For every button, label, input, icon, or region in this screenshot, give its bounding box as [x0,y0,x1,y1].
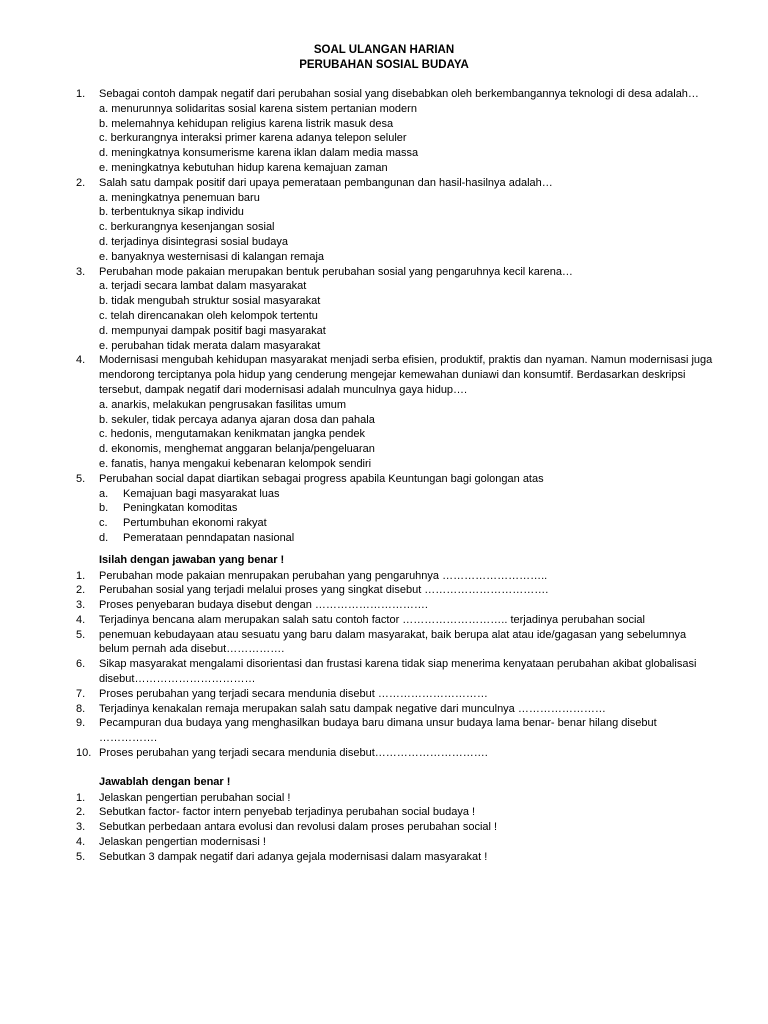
answer-option: a. menurunnya solidaritas sosial karena sistem pertanian modern [99,102,417,115]
question-number: 3. [76,265,86,278]
item-text: Terjadinya kenakalan remaja merupakan salah satu dampak negative dari munculnya …………………… [99,702,606,715]
question-number: 2. [76,176,86,189]
question-number: 1. [76,88,86,100]
answer-option: b. tidak mengubah struktur sosial masyarakat [99,295,321,308]
item-text: Sebutkan 3 dampak negatif dari adanya gejala modernisasi dalam masyarakat ! [99,850,488,863]
item-number: 7. [76,687,86,700]
essay-item [76,835,716,850]
option-text: Kemajuan bagi masyarakat luas [123,487,280,500]
option-text: Pemerataan penndapatan nasional [123,531,295,544]
item-text: Perubahan mode pakaian menrupakan perubahan yang pengaruhnya ……………………….. [99,569,548,582]
option-letter: c. [99,517,108,530]
item-text: Perubahan sosial yang terjadi melalui proses yang singkat disebut ……………………………. [99,584,549,597]
option-letter: a. [99,487,109,500]
question-number: 4. [76,354,86,367]
answer-option: d. ekonomis, menghemat anggaran belanja/pengeluaran [99,443,375,456]
option-letter: d. [99,531,109,544]
fill-in-item [76,613,716,628]
option-text: Peningkatan komoditas [123,502,238,515]
item-number: 4. [76,836,86,849]
fill-in-item [76,569,716,584]
answer-option: a. meningkatnya penemuan baru [99,191,260,204]
item-number: 1. [76,791,86,804]
fill-in-item [76,583,716,598]
answer-option: a. anarkis, melakukan pengrusakan fasilitas umum [99,398,347,411]
item-text: Pecampuran dua budaya yang menghasilkan budaya baru dimana unsur budaya lama benar- benar hilang disebut ……………. [99,717,657,745]
item-number: 1. [76,569,86,582]
item-number: 6. [76,658,86,671]
item-text: Proses perubahan yang terjadi secara mendunia disebut ………………………… [99,687,488,700]
essay-item [76,805,716,820]
answer-option: e. perubahan tidak merata dalam masyarakat [99,339,321,352]
item-number: 10. [76,747,92,760]
answer-option: d. terjadinya disintegrasi sosial budaya [99,235,288,248]
option-letter: b. [99,502,109,515]
answer-option: c. telah direncanakan oleh kelompok tertentu [99,309,318,322]
question-text: Modernisasi mengubah kehidupan masyarakat menjadi serba efisien, produktif, praktis dan nyaman. Namun modernisasi juga mendorong terciptanya pola hidup yang cenderung mengejar kemewahan duniawi dan konsumtif. Berdasarkan deskripsi tersebut, dampak negatif dari modernisasi adalah munculnya gaya hidup…. [99,354,713,396]
document-subtitle: PERUBAHAN SOSIAL BUDAYA [299,59,469,71]
answer-option [76,501,716,516]
question-item [76,176,716,191]
answer-option [76,516,716,531]
document-title: SOAL ULANGAN HARIAN [313,44,455,56]
item-number: 3. [76,821,86,834]
answer-option: d. mempunyai dampak positif bagi masyarakat [99,324,326,337]
answer-option: b. sekuler, tidak percaya adanya ajaran dosa dan pahala [99,413,375,426]
question-text: Sebagai contoh dampak negatif dari perubahan sosial yang disebabkan oleh berkembangannya teknologi di desa adalah… [99,88,699,100]
item-number: 5. [76,628,86,641]
answer-option: e. fanatis, hanya mengakui kebenaran kelompok sendiri [99,457,372,470]
item-text: Sebutkan factor- factor intern penyebab terjadinya perubahan social budaya ! [99,806,476,819]
essay-item [76,791,716,806]
essay-item [76,850,716,865]
item-text: Proses perubahan yang terjadi secara mendunia disebut…………………………. [99,747,488,760]
answer-option: b. melemahnya kehidupan religius karena listrik masuk desa [99,117,394,130]
item-text: Sikap masyarakat mengalami disorientasi dan frustasi karena tidak siap menerima kenyataan perubahan akibat globalisasi disebut…………………………… [99,658,697,686]
option-text: Pertumbuhan ekonomi rakyat [123,517,267,530]
multiple-choice-section [76,87,716,865]
question-number: 5. [76,472,86,485]
item-text: Terjadinya bencana alam merupakan salah satu contoh factor ……………………….. terjadinya perubahan social [99,613,645,626]
item-number: 2. [76,584,86,597]
question-item [76,265,716,280]
answer-option [76,531,716,546]
answer-option: b. terbentuknya sikap individu [99,206,244,219]
answer-option: a. terjadi secara lambat dalam masyarakat [99,280,307,293]
item-number: 8. [76,702,86,715]
question-item [76,87,716,102]
fill-in-item [76,687,716,702]
item-text: Jelaskan pengertian modernisasi ! [99,836,266,849]
fill-in-item [76,657,716,687]
question-text: Salah satu dampak positif dari upaya pemerataan pembangunan dan hasil-hasilnya adalah… [99,176,553,189]
answer-option: c. hedonis, mengutamakan kenikmatan jangka pendek [99,428,366,441]
question-item [76,353,716,397]
question-text: Perubahan mode pakaian merupakan bentuk perubahan sosial yang pengaruhnya kecil karena… [99,265,573,278]
answer-option: c. berkurangnya kesenjangan sosial [99,221,275,234]
fill-in-item [76,702,716,717]
item-number: 5. [76,850,86,863]
question-item [76,472,716,487]
answer-option: e. banyaknya westernisasi di kalangan remaja [99,250,325,263]
fill-in-item [76,746,716,761]
answer-option: e. meningkatnya kebutuhan hidup karena kemajuan zaman [99,161,388,174]
essay-heading: Jawablah dengan benar ! [99,775,231,788]
item-number: 4. [76,613,86,626]
fill-in-item [76,598,716,613]
item-text: Jelaskan pengertian perubahan social ! [99,791,291,804]
fill-in-item [76,716,716,746]
fill-in-item [76,628,716,658]
essay-item [76,820,716,835]
answer-option: c. berkurangnya interaksi primer karena adanya telepon seluler [99,132,407,145]
item-number: 3. [76,599,86,612]
item-text: Proses penyebaran budaya disebut dengan …………………………. [99,599,428,612]
item-text: Sebutkan perbedaan antara evolusi dan revolusi dalam proses perubahan social ! [99,821,498,834]
item-number: 2. [76,806,86,819]
fill-in-heading: Isilah dengan jawaban yang benar ! [99,553,285,566]
item-text: penemuan kebudayaan atau sesuatu yang baru dalam masyarakat, baik berupa alat atau ide/gagasan yang sebelumnya belum pernah ada disebut……………. [99,628,687,656]
item-number: 9. [76,717,86,730]
question-text: Perubahan social dapat diartikan sebagai progress apabila Keuntungan bagi golongan atas [99,472,544,485]
answer-option [76,487,716,502]
answer-option: d. meningkatnya konsumerisme karena iklan dalam media massa [99,147,419,160]
